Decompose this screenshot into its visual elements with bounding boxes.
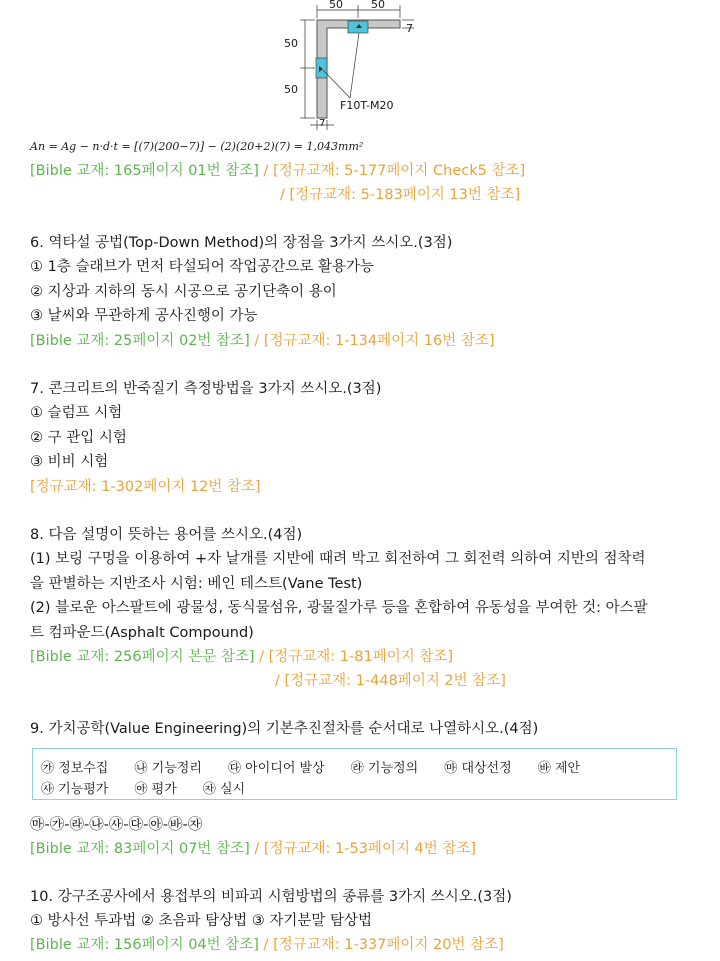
q8-line-4: 트 컴파운드(Asphalt Compound)	[30, 625, 254, 641]
q7-ref-regular: [정규교재: 1-302페이지 12번 참조]	[30, 479, 261, 495]
q5-ref-line2: / [정규교재: 5-183페이지 13번 참조]	[280, 187, 521, 203]
q9-answer: ㉲-㉮-㉱-㉯-㉴-㉰-㉵-㉳-㉶	[30, 817, 203, 833]
q5-ref-sep: /	[258, 163, 274, 179]
q9-option: ㉲ 대상선정	[444, 761, 512, 776]
q10-ref-bible: [Bible 교재: 156페이지 04번 참조]	[30, 937, 259, 953]
q5-ref-bible: [Bible 교재: 165페이지 01번 참조]	[30, 163, 259, 179]
q8-title: 8. 다음 설명이 뜻하는 용어를 쓰시오.(4점)	[30, 527, 303, 543]
q9-option: ㉯ 기능정리	[134, 761, 202, 776]
q6-ref-sep: /	[249, 333, 264, 349]
q8-ref	[30, 648, 453, 666]
q10-ref-regular: [정규교재: 1-337페이지 20번 참조]	[273, 937, 504, 953]
q9-option: ㉵ 평가	[134, 782, 177, 797]
dim-right: 7	[406, 22, 413, 35]
q9-ref-regular: [정규교재: 1-53페이지 4번 참조]	[263, 841, 477, 857]
q6-ref	[30, 332, 495, 350]
q9-options-box	[32, 748, 677, 800]
q5-ref-regular: [정규교재: 5-177페이지 Check5 참조]	[273, 163, 526, 179]
q10-ref-sep: /	[258, 937, 274, 953]
q9-option: ㉰ 아이디어 발상	[228, 761, 325, 776]
q8-ref-regular: [정규교재: 1-81페이지 참조]	[268, 649, 454, 665]
q6-title: 6. 역타설 공법(Top-Down Method)의 장점을 3가지 쓰시오.(3점)	[30, 235, 453, 251]
q9-option: ㉱ 기능정의	[350, 761, 419, 776]
q10-answers: ① 방사선 투과법 ② 초음파 탐상법 ③ 자기분말 탐상법	[30, 913, 373, 929]
dim-left-2: 50	[284, 83, 298, 96]
q8-ref-sep: /	[254, 649, 269, 665]
q9-ref	[30, 840, 476, 858]
q9-ref-bible: [Bible 교재: 83페이지 07번 참조]	[30, 841, 250, 857]
q9-options-row-2	[41, 778, 267, 797]
q6-ref-bible: [Bible 교재: 25페이지 02번 참조]	[30, 333, 250, 349]
q8-ref-line2: / [정규교재: 1-448페이지 2번 참조]	[275, 673, 506, 689]
dim-top-1: 50	[329, 0, 343, 11]
q7-answer-2: ② 구 관입 시험	[30, 430, 127, 446]
q10-title: 10. 강구조공사에서 용접부의 비파괴 시험방법의 종류를 3가지 쓰시오.(3점)	[30, 889, 512, 905]
q9-ref-sep: /	[249, 841, 264, 857]
q6-answer-2: ② 지상과 지하의 동시 시공으로 공기단축이 용이	[30, 284, 337, 300]
angle-section-figure	[284, 0, 440, 136]
q9-option: ㉳ 제안	[537, 761, 581, 776]
q9-title: 9. 가치공학(Value Engineering)의 기본추진절차를 순서대로 나열하시오.(4점)	[30, 721, 539, 737]
q9-option: ㉶ 실시	[202, 782, 246, 797]
q7-title: 7. 콘크리트의 반죽질기 측정방법을 3가지 쓰시오.(3점)	[30, 381, 382, 397]
q6-ref-regular: [정규교재: 1-134페이지 16번 참조]	[263, 333, 495, 349]
q10-ref	[30, 936, 504, 954]
q7-answer-1: ① 슬럼프 시험	[30, 405, 123, 421]
q8-line-3: (2) 블로운 아스팔트에 광물성, 동식물섬유, 광물질가루 등을 혼합하여 유동성을 부여한 것: 아스팔	[30, 600, 648, 616]
q6-answer-3: ③ 날씨와 무관하게 공사진행이 가능	[30, 308, 258, 324]
q9-option: ㉴ 기능평가	[41, 782, 109, 797]
dim-left-1: 50	[284, 37, 298, 50]
q6-answer-1: ① 1층 슬래브가 먼저 타설되어 작업공간으로 활용가능	[30, 259, 375, 275]
q8-line-1: (1) 보링 구멍을 이용하여 +자 날개를 지반에 때려 박고 회전하여 그 회전력 의하여 지반의 점착력	[30, 551, 646, 567]
q7-answer-3: ③ 비비 시험	[30, 454, 109, 470]
q8-line-2: 을 판별하는 지반조사 시험: 베인 테스트(Vane Test)	[30, 576, 363, 592]
dim-bottom: 7	[319, 118, 326, 129]
q9-options-row-1	[41, 757, 602, 776]
q9-option: ㉮ 정보수집	[41, 761, 109, 776]
bolt-label: F10T-M20	[340, 99, 394, 112]
q5-ref-line1	[30, 162, 525, 180]
q8-ref-bible: [Bible 교재: 256페이지 본문 참조]	[30, 649, 255, 665]
dim-top-2: 50	[371, 0, 385, 11]
net-area-formula: An = Ag − n·d·t = [(7)(200−7)] − (2)(20+2)(7) = 1,043mm²	[30, 140, 364, 153]
